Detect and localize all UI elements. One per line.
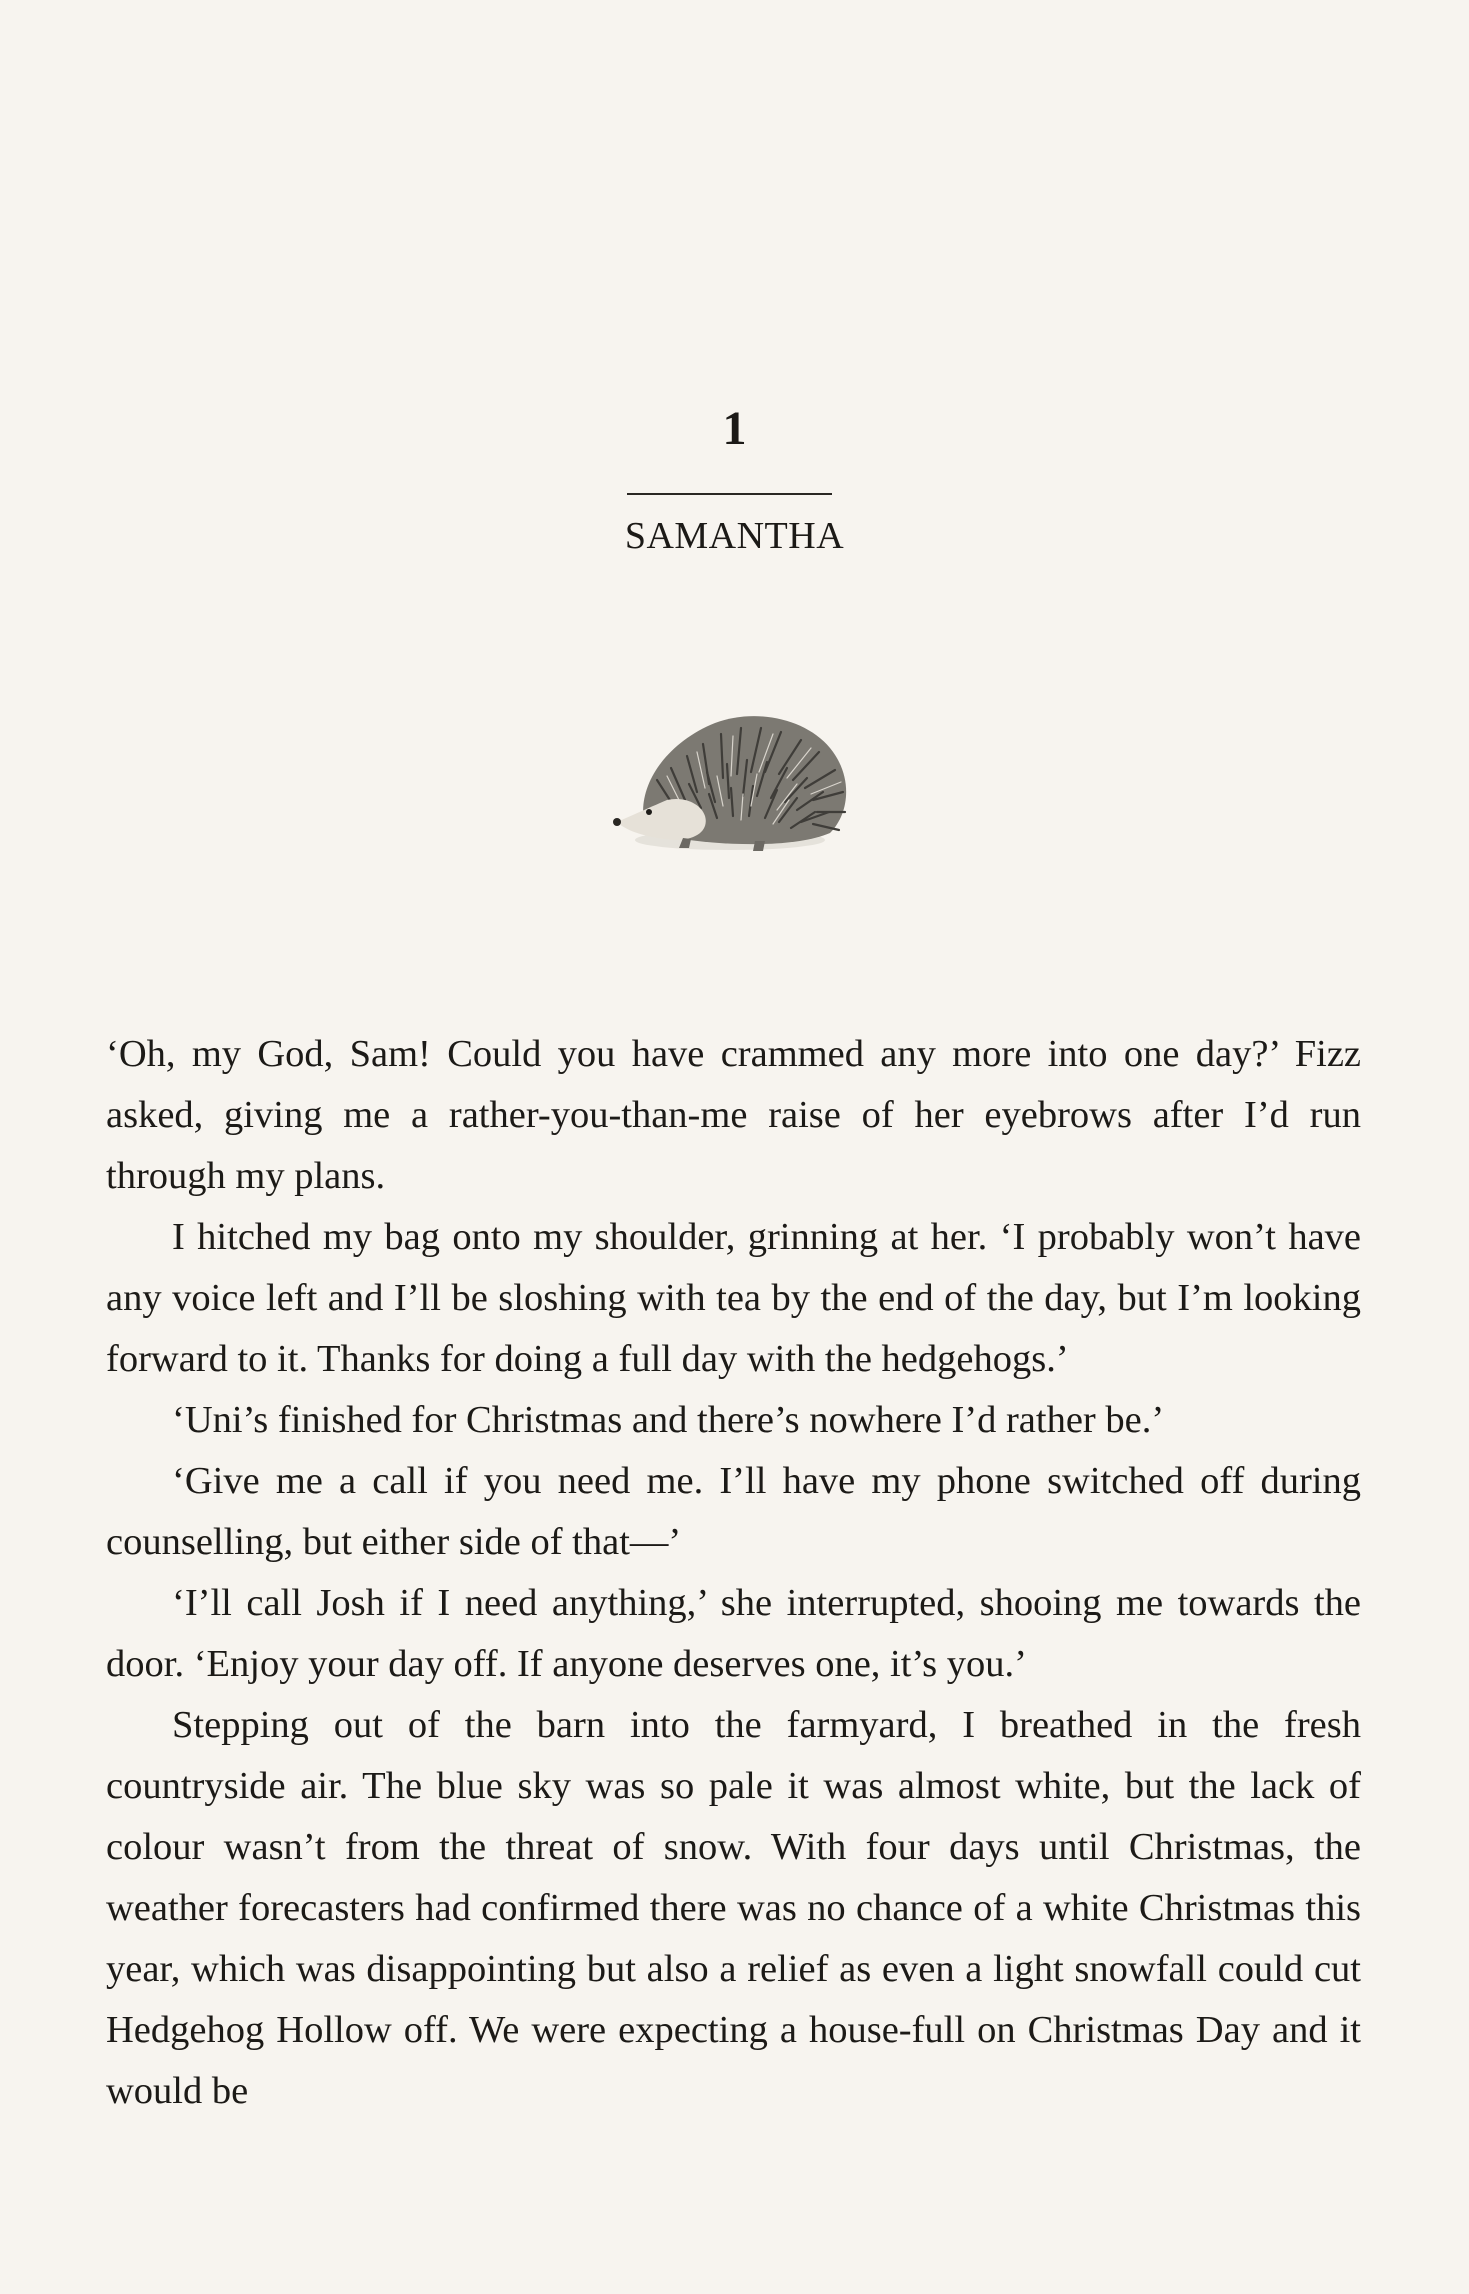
hedgehog-eye	[646, 809, 652, 815]
hedgehog-illustration	[605, 688, 865, 863]
chapter-number: 1	[722, 402, 747, 455]
paragraph: I hitched my bag onto my shoulder, grinning at her. ‘I probably won’t have any voice left and I’ll be sloshing with tea by the end of the day, but I’m looking forward to it. Thanks for doing a full day with the hedgehogs.’	[106, 1216, 1361, 1380]
paragraph: ‘Give me a call if you need me. I’ll have my phone switched off during counselling, but either side of that—’	[106, 1460, 1361, 1563]
paragraph: Stepping out of the barn into the farmyard, I breathed in the fresh countryside air. The blue sky was so pale it was almost white, but the lack of colour wasn’t from the threat of snow. With four days until Christmas, the weather forecasters had confirmed there was no chance of a white Christmas this year, which was disappointing but also a relief as even a light snowfall could cut Hedgehog Hollow off. We were expecting a house-full on Christmas Day and it would be	[106, 1704, 1361, 2112]
paragraph: ‘Oh, my God, Sam! Could you have crammed any more into one day?’ Fizz asked, giving me a rather-you-than-me raise of her eyebrows after I’d run through my plans.	[106, 1033, 1361, 1197]
hedgehog-nose	[613, 818, 621, 826]
hedgehog-leg	[753, 841, 765, 851]
paragraph: ‘Uni’s finished for Christmas and there’s nowhere I’d rather be.’	[172, 1399, 1165, 1441]
hedgehog-face	[617, 799, 706, 840]
paragraph: ‘I’ll call Josh if I need anything,’ she interrupted, shooing me towards the door. ‘Enjoy your day off. If anyone deserves one, it’s you.’	[106, 1582, 1361, 1685]
chapter-title: SAMANTHA	[624, 515, 845, 557]
chapter-body	[106, 1024, 1361, 2122]
chapter-divider	[627, 493, 832, 495]
